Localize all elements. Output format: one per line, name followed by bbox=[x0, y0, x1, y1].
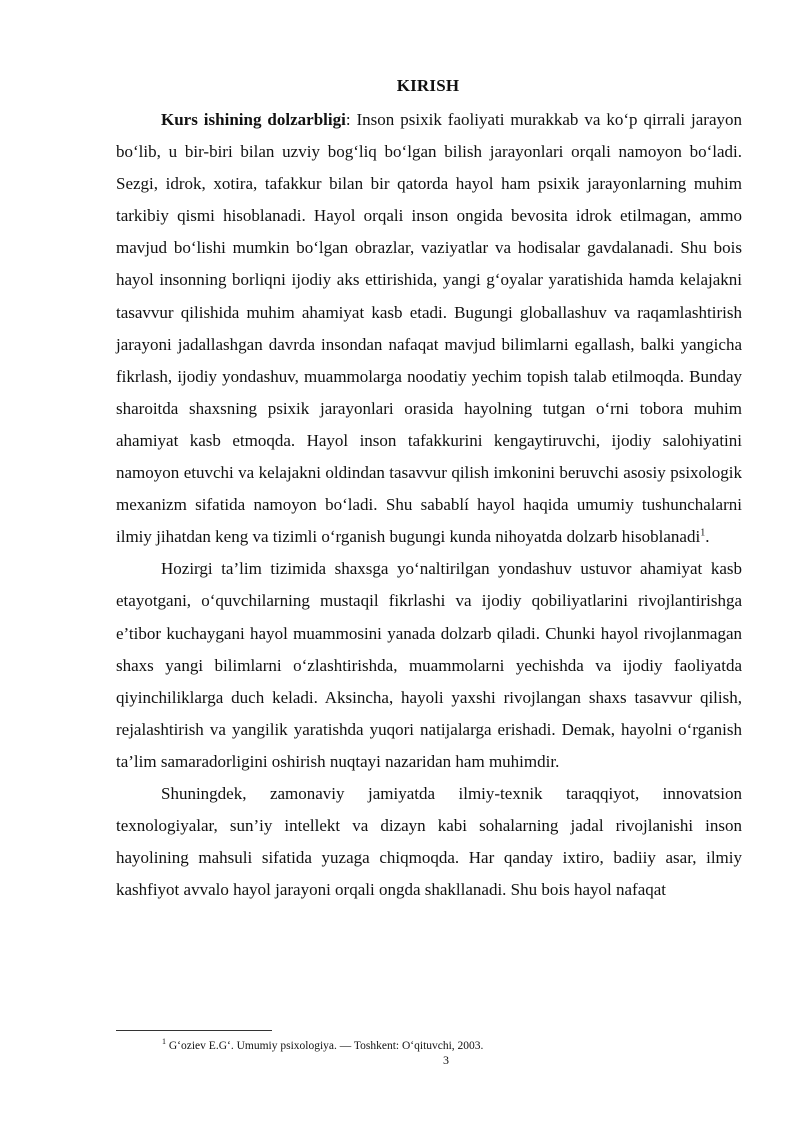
paragraph-text: Shuningdek, zamonaviy jamiyatda ilmiy-texnik taraqqiyot, innovatsion texnologiyalar, sun’iy intellekt va dizayn kabi sohalarning jadal rivojlanishi inson hayolining mahsuli sifatida yuzaga chiqmoqda. Har qanday ixtiro, badiiy asar, ilmiy kashfiyot avvalo hayol jarayoni orqali ongda shakllanadi. Shu bois hayol nafaqat bbox=[116, 783, 742, 900]
footnote-divider bbox=[116, 1030, 272, 1031]
paragraph-text: : Inson psixik faoliyati murakkab va ko‘p qirrali jarayon bo‘lib, u bir-biri bilan uzviy bog‘liq bo‘lgan bilish jarayonlari orqali namoyon bo‘ladi. Sezgi, idrok, xotira, tafakkur bilan bir qatorda hayol ham psixik jarayonlarning muhim tarkibiy qismi hisoblanadi. Hayol orqali inson ongida bevosita idrok etilmagan, ammo mavjud bo‘lishi mumkin bo‘lgan obrazlar, vaziyatlar va hodisalar gavdalanadi. Shu bois hayol insonning borliqni ijodiy aks ettirishida, yangi g‘oyalar yaratishida hamda kelajakni tasavvur qilishida muhim ahamiyat kasb etadi. Bugungi globallashuv va raqamlashtirish jarayoni jadallashgan davrda insondan nafaqat mavjud bilimlarni egallash, balki yangicha fikrlash, ijodiy yondashuv, muammolarga noodatiy yechim topish talab etilmoqda. Bunday sharoitda shaxsning psixik jarayonlari orasida hayolning tutgan o‘rni tobora muhim ahamiyat kasb etmoqda. Hayol inson tafakkurini kengaytiruvchi, ijodiy salohiyatini namoyon etuvchi va kelajakni oldindan tasavvur qilish imkonini beruvchi asosiy psixologik mexanizm sifatida namoyon bo‘ladi. Shu sabablí hayol haqida umumiy tushunchalarni ilmiy jihatdan keng va tizimli o‘rganish bugungi kunda nihoyatda dolzarb hisoblanadi bbox=[116, 110, 742, 547]
paragraph-modern-society bbox=[116, 778, 742, 906]
footnote-text: G‘oziev E.G‘. Umumiy psixologiya. — Toshkent: O‘qituvchi, 2003. bbox=[166, 1040, 484, 1052]
footnote-marker: 1 bbox=[162, 1037, 166, 1047]
document-body bbox=[116, 104, 742, 906]
paragraph-tail: . bbox=[705, 527, 710, 547]
footnote bbox=[162, 1039, 722, 1053]
paragraph-relevance bbox=[116, 104, 742, 553]
paragraph-lead: Kurs ishining dolzarbligi bbox=[161, 110, 346, 129]
page-number: 3 bbox=[443, 1053, 449, 1067]
paragraph-text: Hozirgi ta’lim tizimida shaxsga yo‘naltirilgan yondashuv ustuvor ahamiyat kasb etayotgani, o‘quvchilarning mustaqil fikrlashi va ijodiy qobiliyatlarini rivojlantirishga e’tibor kuchaygani hayol muammosini yanada dolzarb qiladi. Chunki hayol rivojlanmagan shaxs yangi bilimlarni o‘zlashtirishda, muammolarni yechishda va ijodiy faoliyatda qiyinchiliklarga duch keladi. Aksincha, hayoli yaxshi rivojlangan shaxs tasavvur qilish, rejalashtirish va yangilik yaratishda yuqori natijalarga erishadi. Demak, hayolni o‘rganish ta’lim samaradorligini oshirish nuqtayi nazaridan ham muhimdir. bbox=[116, 559, 742, 771]
page-title: KIRISH bbox=[396, 76, 460, 95]
footnote-reference[interactable]: 1 bbox=[700, 527, 706, 539]
paragraph-education bbox=[116, 553, 742, 778]
